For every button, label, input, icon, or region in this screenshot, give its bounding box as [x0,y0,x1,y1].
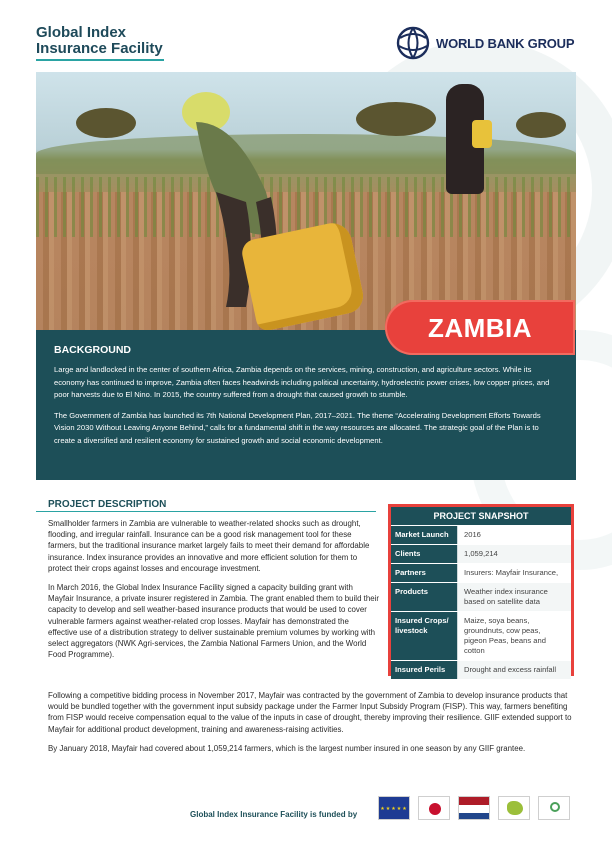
project-description-column [48,518,380,660]
swiss-cooperation-logo-icon [498,796,530,820]
brand-line2: Insurance Facility [36,40,163,57]
snapshot-key: Market Launch [391,526,457,544]
globe-icon [396,26,430,60]
project-description-title: PROJECT DESCRIPTION [48,499,167,510]
wbg-text: WORLD BANK GROUP [436,35,575,51]
background-para1: Large and landlocked in the center of southern Africa, Zambia depends on the services, mining, construction, and agriculture sectors. While its economy has continued to improve, Zambia often faces headwinds including political uncertainty, hydroelectric power crises, low copper prices, and poor harvests due to El Nino. In 2015, the country suffered from a drought that caused growth to stumble. [54,365,550,400]
snapshot-title: PROJECT SNAPSHOT [391,507,571,525]
german-cooperation-logo-icon [538,796,570,820]
pd-para3: Following a competitive bidding process in November 2017, Mayfair was contracted by the government of Zambia to develop insurance products that would be bundled together with the government input subsidy package under the Farmer Input Subsidy Program (FISP). This way, farmers benefiting from FISP would receive compensation equal to the value of the inputs in case of drought, thereby improving their resilience. GIIF extended support to Mayfair for additional product development, training and awareness-raising activities. [48,691,572,734]
snapshot-row [391,544,571,563]
photo-hill [36,134,576,174]
photo-tree [356,102,436,136]
snapshot-row [391,582,571,611]
country-banner: ZAMBIA [385,300,575,355]
pd-para1: Smallholder farmers in Zambia are vulnerable to weather-related shocks such as drought, flooding, and irregular rainfall. Insurance can be a good risk management tool for these farmers, but the traditional insurance market largely fails to meet their demand for affordable insurance. Index insurance provides an innovative and more efficient solution for them to protect their crops against losses and encourage investment. [48,519,370,573]
brand-line1: Global Index [36,24,127,41]
funded-by-text: Global Index Insurance Facility is funded by [190,810,358,819]
snapshot-key: Products [391,583,457,611]
snapshot-value: Maize, soya beans, groundnuts, cow peas, pigeon Peas, beans and cotton [457,612,571,660]
yellow-jerrycan-small [472,120,492,148]
snapshot-key: Insured Crops/ livestock [391,612,457,660]
giif-brand [36,25,163,57]
snapshot-row [391,660,571,679]
world-bank-group-logo [396,26,574,60]
pd-para2: In March 2016, the Global Index Insurance Facility signed a capacity building grant with Mayfair Insurance, a private insurer registered in Zambia. The grant enabled them to build their capacity to develop and sell weather-based insurance products that would be used to cover vulnerable farmers against weather-related crop losses. Mayfair has demonstrated the effective use of a distribution strategy to deliver sustainable premium volumes by working with select aggregators (NWK Agri-services, the Zambia National Farmers Union, and the World Food Programme). [48,583,379,660]
funder-logos [378,796,570,820]
eu-flag-icon: ★★★★★ [378,796,410,820]
snapshot-key: Insured Perils [391,661,457,679]
pd-para4: By January 2018, Mayfair had covered about 1,059,214 farmers, which is the largest number insured in one season by any GIIF grantee. [48,743,526,753]
snapshot-value: 2016 [457,526,571,544]
snapshot-key: Clients [391,545,457,563]
project-description-full [48,690,578,754]
section-divider [36,511,376,512]
background-title: BACKGROUND [54,344,131,356]
japan-flag-icon [418,796,450,820]
snapshot-value: Weather index insurance based on satellite data [457,583,571,611]
project-snapshot [388,504,574,676]
photo-tree [76,108,136,138]
background-para2: The Government of Zambia has launched its 7th National Development Plan, 2017–2021. The theme “Accelerating Development Efforts Towards Vision 2030 Without Leaving Anyone Behind,” calls for a fundamental shift in the way resources are allocated. The strategic goal of the Plan is to create a diversified and resilient economy for sustained growth and social economic development. [54,410,541,445]
snapshot-key: Partners [391,564,457,582]
snapshot-row [391,525,571,544]
background-text [54,364,558,448]
snapshot-rows [391,525,571,679]
snapshot-row [391,611,571,660]
brand-underline [36,59,164,61]
snapshot-value: 1,059,214 [457,545,571,563]
snapshot-row [391,563,571,582]
hero-photo [36,72,576,330]
photo-tree [516,112,566,138]
snapshot-value: Insurers: Mayfair Insurance, [457,564,571,582]
netherlands-flag-icon [458,796,490,820]
snapshot-value: Drought and excess rainfall [457,661,571,679]
